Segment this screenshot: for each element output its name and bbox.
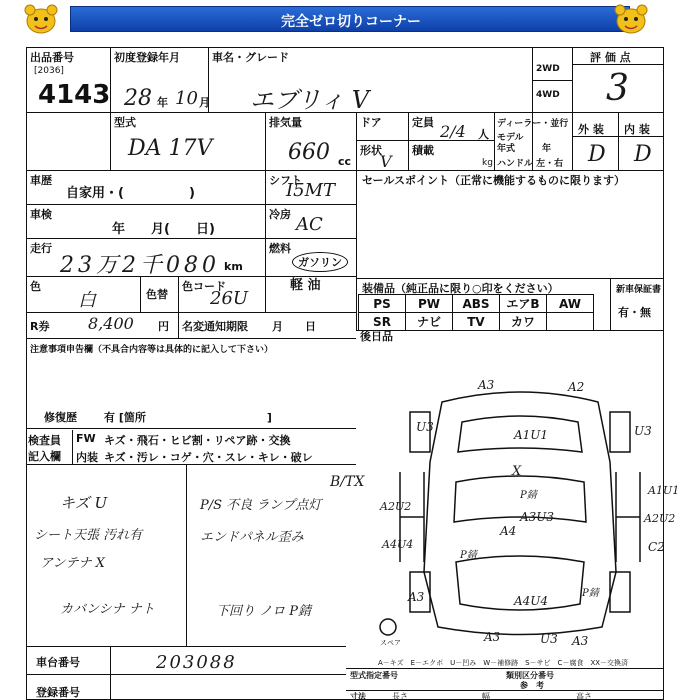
fw-items: キズ・飛石・ヒビ割・リペア跡・交換 xyxy=(104,434,291,447)
mascot-icon xyxy=(22,2,60,36)
damage-mark: X xyxy=(512,464,522,479)
divider xyxy=(178,276,179,312)
divider xyxy=(610,278,611,330)
shape-label: 形状 xyxy=(360,144,382,157)
divider xyxy=(356,140,494,141)
displacement-value: 660 xyxy=(288,140,330,165)
divider xyxy=(186,464,187,646)
damage-mark: P錆 xyxy=(460,550,477,561)
remark-right-1: B/TX xyxy=(330,474,365,490)
inspector-label: 検査員 xyxy=(28,434,61,447)
interior-grade: D xyxy=(634,142,652,167)
new-warranty-value: 有・無 xyxy=(618,306,651,319)
damage-mark: U3 xyxy=(540,632,558,646)
month-unit: 月 xyxy=(199,96,210,109)
damage-mark: A4U4 xyxy=(514,594,549,608)
handle-label: ハンドル 左・右 xyxy=(497,159,564,169)
person-unit: 人 xyxy=(478,128,489,141)
first-registration-month: 10 xyxy=(175,88,198,109)
color-code-value: 26U xyxy=(210,288,249,309)
divider xyxy=(26,312,356,313)
shape-value: V xyxy=(380,152,392,171)
divider xyxy=(178,312,179,338)
drive-2wd: 2WD xyxy=(536,64,560,74)
wheel-front-right xyxy=(610,412,630,452)
model-year-unit: 年式 年 xyxy=(497,144,552,154)
notes-label: 注意事項申告欄（不具合内容等は具体的に記入して下さい） xyxy=(30,345,274,355)
banner-bar xyxy=(70,6,630,32)
damage-mark: U3 xyxy=(634,424,652,438)
spare-tire-icon xyxy=(380,619,396,635)
damage-mark: A2U2 xyxy=(380,500,412,513)
damage-mark: U3 xyxy=(416,420,434,434)
model-value: DA 17V xyxy=(128,136,213,161)
divider xyxy=(356,112,357,170)
door-label: ドア xyxy=(360,116,382,129)
width-label: 幅 xyxy=(482,692,490,700)
selling-points-label: セールスポイント（正常に機能するものに限ります） xyxy=(362,174,626,187)
km-unit: km xyxy=(224,260,243,273)
damage-mark: A2 xyxy=(568,380,585,394)
spare-label: スペア xyxy=(380,639,401,647)
year-unit: 年 xyxy=(157,96,168,109)
damage-mark: P錆 xyxy=(582,588,599,599)
drive-4wd: 4WD xyxy=(536,90,560,100)
fw-label: FW xyxy=(76,432,96,445)
damage-mark: A2U2 xyxy=(644,512,676,525)
ac-value: AC xyxy=(296,214,323,235)
divider xyxy=(26,646,346,647)
history-value: 自家用・( ) xyxy=(66,186,195,201)
model-year-label: モデル xyxy=(497,133,524,143)
wheel-rear-right xyxy=(610,572,630,612)
damage-legend: A－キズ E－エクボ U－凹み W－補修跡 S－サビ C－腐食 XX－交換済 xyxy=(378,659,629,667)
divider xyxy=(140,276,141,312)
damage-mark: A3 xyxy=(478,378,495,392)
name-change-label: 名変通知期限 xyxy=(182,320,248,333)
divider xyxy=(408,112,409,170)
divider xyxy=(265,112,266,170)
divider xyxy=(26,238,356,239)
loading-label: 積載 xyxy=(412,144,434,157)
exterior-label: 外 装 xyxy=(578,123,604,136)
divider xyxy=(72,430,73,464)
exterior-grade: D xyxy=(588,142,606,167)
divider xyxy=(26,674,346,675)
divider xyxy=(356,170,357,330)
divider xyxy=(532,80,572,81)
fuel-gasoline-circled: ガソリン xyxy=(292,252,348,272)
equip-aw: AW xyxy=(547,295,594,313)
capacity-value: 2/4 xyxy=(440,122,466,141)
name-change-value: 月 日 xyxy=(272,320,316,333)
car-name: エブリィ V xyxy=(250,86,370,114)
divider xyxy=(265,170,266,312)
color-code-label: 色コード xyxy=(182,280,226,293)
dealer-label: ディーラー・並行 xyxy=(497,119,569,129)
height-label: 高さ xyxy=(576,692,592,700)
lot-number: 4143 xyxy=(38,80,111,110)
divider xyxy=(26,428,356,429)
history-label: 車歴 xyxy=(30,174,52,187)
equipment-label: 装備品（純正品に限り○印をください） xyxy=(362,282,559,295)
grade-value: 3 xyxy=(606,68,629,109)
chassis-number-value: 203088 xyxy=(156,652,237,673)
color-change-label: 色替 xyxy=(146,288,168,301)
equip-pw: PW xyxy=(406,295,453,313)
damage-mark: C2 xyxy=(648,540,665,554)
remark-left-4: カバンシナ ナト xyxy=(60,602,155,617)
repair-value: 有 [箇所 ] xyxy=(104,411,272,424)
entry-label: 記入欄 xyxy=(28,450,61,463)
equip-sr: SR xyxy=(359,313,406,331)
shift-value: I5MT xyxy=(286,180,335,201)
divider xyxy=(26,170,664,171)
reference-label: 参 考 xyxy=(520,681,544,690)
damage-mark: A3 xyxy=(408,590,425,604)
remark-right-2: P/S 不良 ランプ点灯 xyxy=(200,498,322,513)
ac-label: 冷房 xyxy=(269,208,291,221)
divider xyxy=(356,278,664,279)
damage-mark: A1U1 xyxy=(514,428,549,442)
remark-right-4: 下回り ノロ P錆 xyxy=(216,604,312,619)
equip-navi: ナビ xyxy=(406,313,453,331)
car-damage-diagram xyxy=(370,372,664,652)
equip-leather: カワ xyxy=(500,313,547,331)
first-registration-label: 初度登録年月 xyxy=(114,51,180,64)
damage-mark: A3 xyxy=(572,634,589,648)
recycle-value: 8,400 xyxy=(88,314,134,333)
yen-unit: 円 xyxy=(158,320,169,333)
damage-mark: A3U3 xyxy=(520,510,555,524)
remark-left-2: シート天張 汚れ有 xyxy=(34,528,143,543)
divider xyxy=(26,338,356,339)
equipment-table xyxy=(358,294,594,331)
remark-left-3: アンテナ X xyxy=(40,556,105,571)
divider xyxy=(110,646,111,700)
banner-title: 完全ゼロ切りコーナー xyxy=(281,14,421,30)
equip-abs: ABS xyxy=(453,295,500,313)
divider xyxy=(356,330,664,331)
lot-number-label: 出品番号 xyxy=(30,51,74,64)
equip-blank xyxy=(547,313,594,331)
interior-check-label: 内装 xyxy=(76,451,98,464)
damage-mark: P錆 xyxy=(520,490,537,501)
mascot-icon xyxy=(612,2,650,36)
kg-unit: kg xyxy=(482,158,493,168)
banner xyxy=(0,0,700,38)
interior-label: 内 装 xyxy=(624,123,650,136)
car-name-label: 車名・グレード xyxy=(212,51,289,64)
chassis-number-label: 車台番号 xyxy=(36,656,80,669)
model-label: 型式 xyxy=(114,116,136,129)
fuel-label: 燃料 xyxy=(269,242,291,255)
registration-label: 登録番号 xyxy=(36,686,80,699)
damage-mark: A4U4 xyxy=(382,538,414,551)
capacity-label: 定員 xyxy=(412,116,434,129)
shaken-value: 年 月( 日) xyxy=(112,222,215,237)
size-label: 寸法 xyxy=(350,692,366,700)
divider xyxy=(494,112,495,170)
grade-label: 評 価 点 xyxy=(590,51,631,64)
color-label: 色 xyxy=(30,280,41,293)
fuel-diesel: 軽 油 xyxy=(290,278,321,293)
recycle-label: R券 xyxy=(30,320,50,333)
first-registration-year: 28 xyxy=(124,86,152,111)
equip-tv: TV xyxy=(453,313,500,331)
repair-label: 修復歴 xyxy=(44,411,77,424)
length-label: 長さ xyxy=(392,692,408,700)
shift-label: シフト xyxy=(269,174,302,187)
remark-right-3: エンドパネル歪み xyxy=(200,530,304,545)
class-number-label: 類別区分番号 xyxy=(506,671,554,680)
type-designation-label: 型式指定番号 xyxy=(350,671,398,680)
equip-ps: PS xyxy=(359,295,406,313)
shaken-label: 車検 xyxy=(30,208,52,221)
lot-sub: [2036] xyxy=(34,66,64,76)
equip-airbag: エアB xyxy=(500,295,547,313)
color-value: 白 xyxy=(78,290,96,311)
interior-check-items: キズ・汚レ・コゲ・穴・スレ・キレ・破レ xyxy=(104,451,313,464)
divider xyxy=(346,668,664,669)
damage-mark: A1U1 xyxy=(648,484,680,497)
damage-mark: A3 xyxy=(484,630,501,644)
new-warranty-label: 新車保証書 xyxy=(616,285,662,295)
displacement-label: 排気量 xyxy=(269,116,302,129)
remark-left-1: キズ U xyxy=(60,494,108,512)
divider xyxy=(572,47,573,170)
cc-unit: cc xyxy=(338,155,352,168)
damage-mark: A4 xyxy=(500,524,517,538)
mileage-value: 23万2千080 xyxy=(60,253,220,278)
post-items-label: 後日品 xyxy=(360,330,393,343)
divider xyxy=(618,112,619,170)
divider xyxy=(26,204,356,205)
mileage-label: 走行 xyxy=(30,242,52,255)
